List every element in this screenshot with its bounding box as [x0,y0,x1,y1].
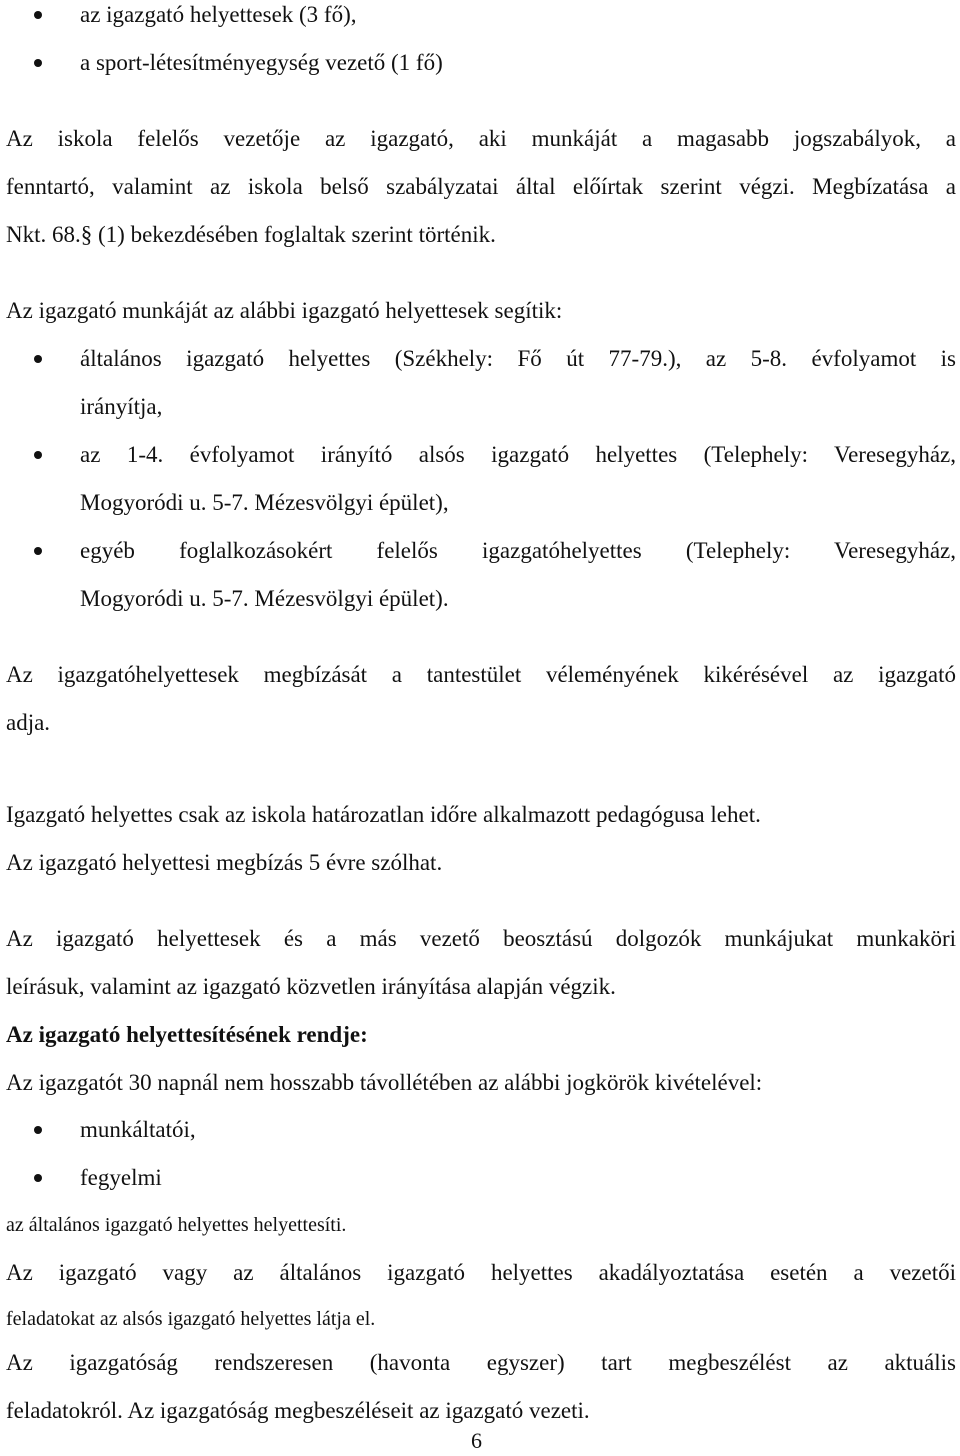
paragraph-line: Igazgató helyettes csak az iskola határozatlan időre alkalmazott pedagógusa lehet. [6,802,761,827]
bullet-icon [34,547,42,555]
bullet-icon [34,451,42,459]
paragraph-line: fenntartó, valamint az iskola belső szabályzatai által előírtak szerint végzi. Megbízatása a [6,174,956,199]
paragraph-line: Az iskola felelős vezetője az igazgató, aki munkáját a magasabb jogszabályok, a [6,126,956,151]
bullet-icon [34,11,42,19]
bullet-icon [34,1126,42,1134]
list-item: a sport-létesítményegység vezető (1 fő) [80,50,443,75]
paragraph-line: leírásuk, valamint az igazgató közvetlen irányítása alapján végzik. [6,974,616,999]
list-item-continuation: Mogyoródi u. 5-7. Mézesvölgyi épület). [80,586,449,611]
bullet-icon [34,355,42,363]
paragraph-line: Nkt. 68.§ (1) bekezdésében foglaltak szerint történik. [6,222,496,247]
paragraph-line: Az igazgató vagy az általános igazgató helyettes akadályoztatása esetén a vezetői [6,1260,956,1285]
paragraph-line: feladatokat az alsós igazgató helyettes látja el. [6,1308,376,1330]
paragraph-line: Az igazgató helyettesek és a más vezető beosztású dolgozók munkájukat munkaköri [6,926,956,951]
list-item-continuation: Mogyoródi u. 5-7. Mézesvölgyi épület), [80,490,449,515]
paragraph-line: az általános igazgató helyettes helyettesíti. [6,1214,347,1236]
section-heading: Az igazgató helyettesítésének rendje: [6,1022,368,1047]
paragraph-line: Az igazgató munkáját az alábbi igazgató helyettesek segítik: [6,298,563,323]
list-item-continuation: irányítja, [80,394,163,419]
bullet-icon [34,59,42,67]
paragraph-line: adja. [6,710,51,735]
list-item: az 1-4. évfolyamot irányító alsós igazgató helyettes (Telephely: Veresegyház, [80,442,956,467]
page-number: 6 [471,1428,482,1453]
paragraph-line: Az igazgató helyettesi megbízás 5 évre szólhat. [6,850,443,875]
list-item: általános igazgató helyettes (Székhely: Fő út 77-79.), az 5-8. évfolyamot is [80,346,956,371]
paragraph-line: Az igazgatót 30 napnál nem hosszabb távollétében az alábbi jogkörök kivételével: [6,1070,763,1095]
paragraph-line: Az igazgatóhelyettesek megbízását a tantestület véleményének kikérésével az igazgató [6,662,956,687]
list-item: munkáltatói, [80,1117,196,1142]
paragraph-line: feladatokról. Az igazgatóság megbeszéléseit az igazgató vezeti. [6,1398,590,1423]
list-item: fegyelmi [80,1165,162,1190]
paragraph-line: Az igazgatóság rendszeresen (havonta egyszer) tart megbeszélést az aktuális [6,1350,956,1375]
bullet-icon [34,1174,42,1182]
list-item: egyéb foglalkozásokért felelős igazgatóhelyettes (Telephely: Veresegyház, [80,538,956,563]
list-item: az igazgató helyettesek (3 fő), [80,2,357,27]
